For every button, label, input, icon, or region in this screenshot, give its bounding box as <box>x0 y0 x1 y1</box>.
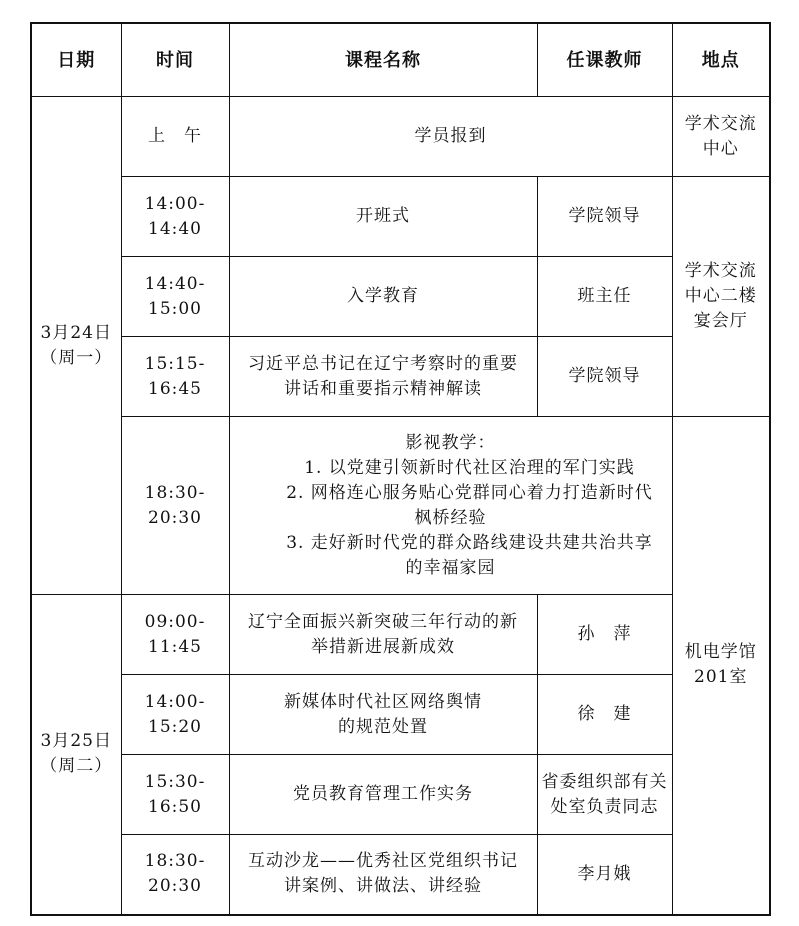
course-cell <box>229 417 672 595</box>
teacher-line: 处室负责同志 <box>550 796 659 817</box>
time-cell: 上 午 <box>121 97 229 177</box>
time-cell: 14:40-15:00 <box>121 257 229 337</box>
course-cell <box>229 675 537 755</box>
course-cell: 开班式 <box>229 177 537 257</box>
teacher-cell: 学院领导 <box>537 177 672 257</box>
table-row <box>31 417 770 595</box>
day2-date-cell <box>31 595 121 915</box>
course-item: 1. 以党建引领新时代社区治理的军门实践 <box>304 457 635 478</box>
course-line: 互动沙龙——优秀社区党组织书记 <box>248 851 518 872</box>
header-location: 地点 <box>672 23 770 97</box>
table-row <box>31 177 770 257</box>
location-line: 机电学馆 <box>684 642 757 663</box>
course-item: 2. 网格连心服务贴心党群同心着力打造新时代 <box>286 482 653 503</box>
course-item: 3. 走好新时代党的群众路线建设共建共治共享 <box>286 532 653 553</box>
course-line: 习近平总书记在辽宁考察时的重要 <box>248 353 518 374</box>
header-teacher: 任课教师 <box>537 23 672 97</box>
course-cell <box>229 835 537 915</box>
header-course: 课程名称 <box>229 23 537 97</box>
teacher-cell: 班主任 <box>537 257 672 337</box>
course-cell: 党员教育管理工作实务 <box>229 755 537 835</box>
teacher-cell: 李月娥 <box>537 835 672 915</box>
course-title: 影视教学： <box>405 432 496 453</box>
location-line: 201室 <box>694 667 748 688</box>
course-line: 讲案例、讲做法、讲经验 <box>284 876 482 897</box>
teacher-cell: 徐 建 <box>537 675 672 755</box>
teacher-cell <box>537 755 672 835</box>
location-cell <box>672 177 770 417</box>
location-line: 学术交流 <box>684 261 757 281</box>
table-row <box>31 595 770 675</box>
location-line: 学术交流 <box>684 113 757 134</box>
course-line: 的规范处置 <box>338 716 428 737</box>
time-cell: 14:00-14:40 <box>121 177 229 257</box>
day2-weekday: （周二） <box>40 756 113 777</box>
time-cell: 09:00-11:45 <box>121 595 229 675</box>
course-line: 新媒体时代社区网络舆情 <box>284 691 482 712</box>
course-item-cont: 枫桥经验 <box>414 507 487 528</box>
teacher-cell: 学院领导 <box>537 337 672 417</box>
location-line: 中心 <box>702 138 739 159</box>
day1-date-cell <box>31 97 121 595</box>
time-cell: 15:30-16:50 <box>121 755 229 835</box>
table-row <box>31 835 770 915</box>
course-cell: 学员报到 <box>229 97 672 177</box>
table-row <box>31 337 770 417</box>
location-cell <box>672 417 770 915</box>
location-line: 中心二楼 <box>684 286 757 306</box>
day1-weekday: （周一） <box>40 347 113 368</box>
table-row <box>31 97 770 177</box>
teacher-line: 省委组织部有关 <box>541 771 668 792</box>
time-cell: 18:30-20:30 <box>121 835 229 915</box>
table-row <box>31 257 770 337</box>
time-cell: 15:15-16:45 <box>121 337 229 417</box>
time-cell: 18:30-20:30 <box>121 417 229 595</box>
time-cell: 14:00-15:20 <box>121 675 229 755</box>
teacher-cell: 孙 萍 <box>537 595 672 675</box>
header-date: 日期 <box>31 23 121 97</box>
course-item-cont: 的幸福家园 <box>405 557 496 578</box>
course-cell: 入学教育 <box>229 257 537 337</box>
table-row <box>31 675 770 755</box>
course-line: 辽宁全面振兴新突破三年行动的新 <box>248 611 518 632</box>
course-cell <box>229 595 537 675</box>
schedule-table <box>30 22 771 916</box>
header-row <box>31 23 770 97</box>
day1-date: 3月24日 <box>40 322 112 343</box>
location-cell <box>672 97 770 177</box>
course-line: 讲话和重要指示精神解读 <box>284 378 482 399</box>
table-row <box>31 755 770 835</box>
course-cell <box>229 337 537 417</box>
location-line: 宴会厅 <box>693 311 748 331</box>
header-time: 时间 <box>121 23 229 97</box>
course-line: 举措新进展新成效 <box>311 636 455 657</box>
day2-date: 3月25日 <box>40 731 112 752</box>
